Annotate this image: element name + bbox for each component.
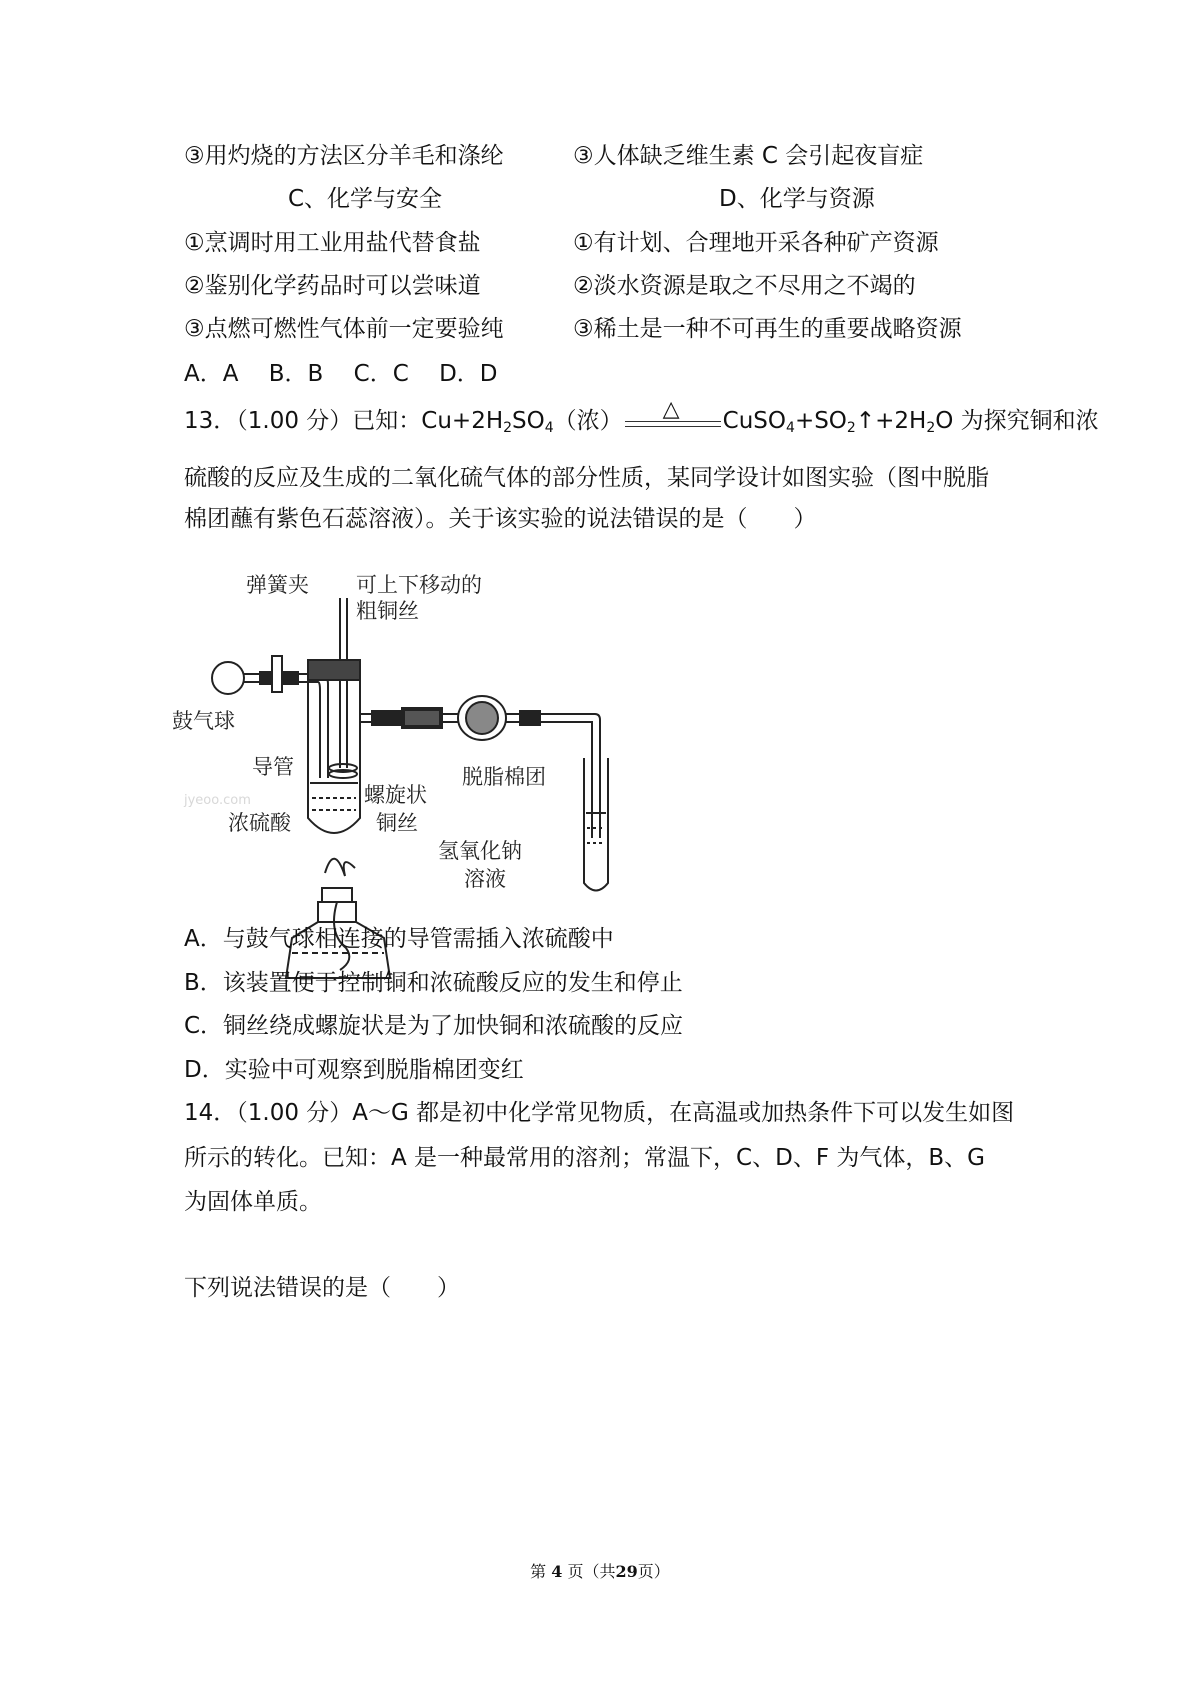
subscript: 2 bbox=[926, 420, 936, 436]
footer-total-pages: 29 bbox=[615, 1562, 638, 1581]
row4-right: ②淡水资源是取之不尽用之不竭的 bbox=[573, 273, 916, 299]
watermark: jyeoo.com bbox=[184, 793, 251, 808]
footer-mid: 页（共 bbox=[567, 1562, 616, 1581]
q13-option-b: B．该装置便于控制铜和浓硫酸反应的发生和停止 bbox=[184, 970, 683, 996]
footer-prefix: 第 bbox=[530, 1562, 547, 1581]
q13-text-b: SO bbox=[512, 408, 545, 434]
q13-text-e: +SO bbox=[794, 408, 847, 434]
label-bulb: 鼓气球 bbox=[172, 709, 235, 733]
q12-options: A．A B．B C．C D．D bbox=[184, 361, 498, 387]
label-acid: 浓硫酸 bbox=[228, 811, 291, 835]
spring-clip-icon bbox=[272, 656, 282, 692]
row5-left: ③点燃可燃性气体前一定要验纯 bbox=[184, 316, 504, 342]
q13-option-d: D．实验中可观察到脱脂棉团变红 bbox=[184, 1057, 524, 1083]
label-spiral-1: 螺旋状 bbox=[364, 783, 427, 807]
label-cotton: 脱脂棉团 bbox=[462, 765, 546, 789]
label-spiral-2: 铜丝 bbox=[376, 811, 418, 835]
page-footer bbox=[0, 1559, 1200, 1582]
flame-icon bbox=[325, 859, 355, 876]
q13-text-a: 13．（1.00 分）已知：Cu+2H bbox=[184, 408, 504, 434]
row1-right: ③人体缺乏维生素 C 会引起夜盲症 bbox=[573, 143, 924, 169]
subscript: 2 bbox=[503, 420, 513, 436]
heading-d-resources: D、化学与资源 bbox=[719, 186, 875, 212]
q13-text-f: ↑+2H bbox=[855, 408, 927, 434]
subscript: 4 bbox=[544, 420, 554, 436]
label-naoh-1: 氢氧化钠 bbox=[438, 839, 522, 863]
label-spring-clip: 弹簧夹 bbox=[246, 573, 309, 597]
equals-sign bbox=[625, 421, 721, 427]
label-naoh-2: 溶液 bbox=[464, 867, 506, 891]
row3-left: ①烹调时用工业用盐代替食盐 bbox=[184, 230, 481, 256]
q13-option-a: A．与鼓气球相连接的导管需插入浓硫酸中 bbox=[184, 926, 614, 952]
q13-text-c: （浓） bbox=[553, 408, 623, 434]
heating-condition bbox=[623, 396, 723, 437]
delta-icon: △ bbox=[662, 396, 680, 422]
q13-line2: 硫酸的反应及生成的二氧化硫气体的部分性质，某同学设计如图实验（图中脱脂 bbox=[184, 465, 989, 491]
q13-line3: 棉团蘸有紫色石蕊溶液）。关于该实验的说法错误的是（ ） bbox=[184, 506, 817, 532]
row5-right: ③稀土是一种不可再生的重要战略资源 bbox=[573, 316, 962, 342]
bulb-icon bbox=[212, 662, 244, 694]
q14-question: 下列说法错误的是（ ） bbox=[184, 1275, 460, 1301]
naoh-test-tube-icon bbox=[584, 758, 608, 891]
label-tube: 导管 bbox=[252, 755, 294, 779]
row3-right: ①有计划、合理地开采各种矿产资源 bbox=[573, 230, 939, 256]
row4-left: ②鉴别化学药品时可以尝味道 bbox=[184, 273, 481, 299]
subscript: 4 bbox=[786, 420, 795, 436]
stopper-icon bbox=[308, 660, 360, 680]
q14-line1: 14．（1.00 分）A～G 都是初中化学常见物质，在高温或加热条件下可以发生如图 bbox=[184, 1100, 1015, 1126]
q13-text-d: CuSO bbox=[722, 408, 787, 434]
footer-page-number: 4 bbox=[551, 1562, 563, 1581]
q14-line2: 所示的转化。已知：A 是一种最常用的溶剂；常温下，C、D、F 为气体，B、G bbox=[184, 1145, 985, 1171]
label-movable-wire-2: 粗铜丝 bbox=[356, 599, 419, 623]
q13-line1 bbox=[184, 396, 1099, 443]
q14-line3: 为固体单质。 bbox=[184, 1189, 322, 1215]
label-movable-wire-1: 可上下移动的 bbox=[356, 573, 482, 597]
heading-c-safety: C、化学与安全 bbox=[288, 186, 443, 212]
q13-text-g: O 为探究铜和浓 bbox=[935, 408, 1099, 434]
footer-suffix: 页） bbox=[637, 1562, 670, 1581]
q13-option-c: C．铜丝绕成螺旋状是为了加快铜和浓硫酸的反应 bbox=[184, 1013, 684, 1039]
subscript: 2 bbox=[846, 420, 856, 436]
row1-left: ③用灼烧的方法区分羊毛和涤纶 bbox=[184, 143, 504, 169]
